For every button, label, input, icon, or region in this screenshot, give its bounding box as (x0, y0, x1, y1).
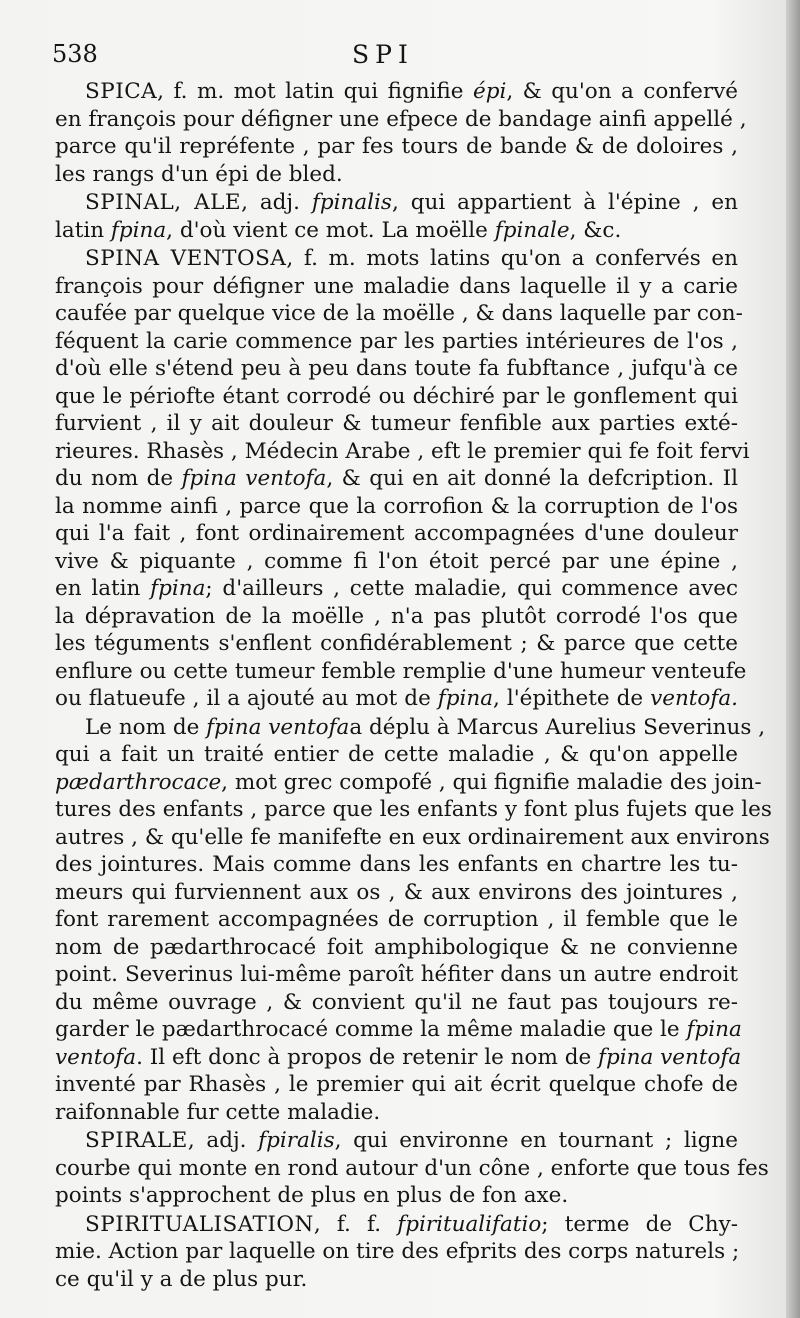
entry-spirale (55, 1127, 769, 1210)
text-line: courbe qui monte en rond autour d'un cône , enforte que tous fes (55, 1155, 769, 1181)
text-line: SPINA VENTOSA, f. m. mots latins qu'on a confervés en (85, 246, 738, 271)
text-line: ce qu'il y a de plus pur. (55, 1266, 308, 1292)
text-line: nom de pædarthrocacé foit amphibologique & ne convienne (55, 934, 738, 960)
page-number: 538 (52, 40, 98, 68)
header-title: SPI (352, 40, 414, 69)
text-line: point. Severinus lui-même paroît héfiter dans un autre endroit (55, 962, 738, 987)
text-line: caufée par quelque vice de la moëlle , & dans laquelle par con- (55, 301, 743, 326)
text-line: autres , & qu'elle fe manifefte en eux ordinairement aux environs (55, 824, 770, 850)
entry-spica (55, 78, 747, 188)
text-line: points s'approchent de plus en plus de fon axe. (55, 1183, 569, 1208)
running-head (52, 40, 732, 70)
text-line: meurs qui furviennent aux os , & aux environs des jointures , (55, 879, 738, 905)
text-line: ou flatueufe , il a ajouté au mot de fpina, l'épithete de ventofa. (55, 686, 738, 711)
text-line: en françois pour défigner une efpece de bandage ainfi appellé , (55, 106, 747, 132)
text-line: du même ouvrage , & convient qu'il ne faut pas toujours re- (55, 989, 738, 1015)
page-edge-shadow (786, 0, 800, 1318)
entry-spina-ventosa (55, 245, 750, 713)
text-line: en latin fpina; d'ailleurs , cette maladie, qui commence avec (55, 576, 738, 601)
text-line: pædarthrocace, mot grec compofé , qui fignifie maladie des join- (55, 769, 762, 795)
text-line: féquent la carie commence par les parties intérieures de l'os , (55, 328, 738, 354)
headword: SPINA VENTOSA (85, 246, 287, 271)
text-line: latin fpina, d'où vient ce mot. La moëlle fpinale, &c. (55, 217, 622, 243)
text-line: inventé par Rhasès , le premier qui ait écrit quelque chofe de (55, 1072, 738, 1097)
headword: SPINAL, ALE (85, 190, 242, 215)
text-line: SPIRITUALISATION, f. f. fpiritualifatio; terme de Chy- (85, 1211, 738, 1237)
text-line: du nom de fpina ventofa, & qui en ait donné la defcription. Il (55, 466, 738, 491)
text-line: mie. Action par laquelle on tire des efprits des corps naturels ; (55, 1239, 740, 1264)
text-line: que le périofte étant corrodé ou déchiré par le gonflement qui (55, 383, 738, 409)
headword: SPIRALE (85, 1128, 188, 1153)
text-line: des jointures. Mais comme dans les enfants en chartre les tu- (55, 852, 738, 877)
text-line: Le nom de fpina ventofaa déplu à Marcus Aurelius Severinus , (85, 714, 766, 740)
text-line: tures des enfants , parce que les enfants y font plus fujets que les (55, 797, 772, 822)
text-line: ventofa. Il eft donc à propos de retenir le nom de fpina ventofa (55, 1044, 742, 1070)
text-line: les rangs d'un épi de bled. (55, 161, 343, 187)
text-line: les téguments s'enflent confidérablement ; & parce que cette (55, 631, 738, 656)
text-line: vive & piquante , comme fi l'on étoit percé par une épine , (55, 548, 738, 574)
text-line: parce qu'il repréfente , par fes tours de bande & de doloires , (55, 134, 738, 159)
text-line: SPINAL, ALE, adj. fpinalis, qui appartient à l'épine , en (85, 190, 738, 215)
headword: SPICA (85, 79, 158, 104)
text-line: raifonnable fur cette maladie. (55, 1099, 381, 1125)
entry-spiritualisation (55, 1211, 738, 1294)
text-line: la dépravation de la moëlle , n'a pas plutôt corrodé l'os que (55, 603, 738, 629)
text-line: françois pour défigner une maladie dans laquelle il y a carie (55, 273, 738, 299)
paragraph-le-nom (55, 714, 772, 1127)
text-line: furvient , il y ait douleur & tumeur fenfible aux parties exté- (55, 411, 738, 436)
text-line: d'où elle s'étend peu à peu dans toute fa fubftance , jufqu'à ce (55, 356, 738, 381)
text-line: qui a fait un traité entier de cette maladie , & qu'on appelle (55, 742, 738, 767)
headword: SPIRITUALISATION (85, 1211, 314, 1237)
text-line: SPIRALE, adj. fpiralis, qui environne en tournant ; ligne (85, 1128, 738, 1153)
text-line: enflure ou cette tumeur femble remplie d'une humeur venteufe (55, 658, 747, 684)
text-line: SPICA, f. m. mot latin qui fignifie épi, & qu'on a confervé (85, 79, 738, 104)
entry-spinal (55, 189, 738, 244)
text-line: qui l'a fait , font ordinairement accompagnées d'une douleur (55, 521, 738, 546)
text-line: font rarement accompagnées de corruption , il femble que le (55, 907, 738, 932)
dictionary-text (55, 78, 772, 1294)
text-line: garder le pædarthrocacé comme la même maladie que le fpina (55, 1017, 742, 1042)
text-line: rieures. Rhasès , Médecin Arabe , eft le premier qui fe foit fervi (55, 438, 750, 464)
text-line: la nomme ainfi , parce que la corrofion & la corruption de l'os (55, 493, 738, 519)
